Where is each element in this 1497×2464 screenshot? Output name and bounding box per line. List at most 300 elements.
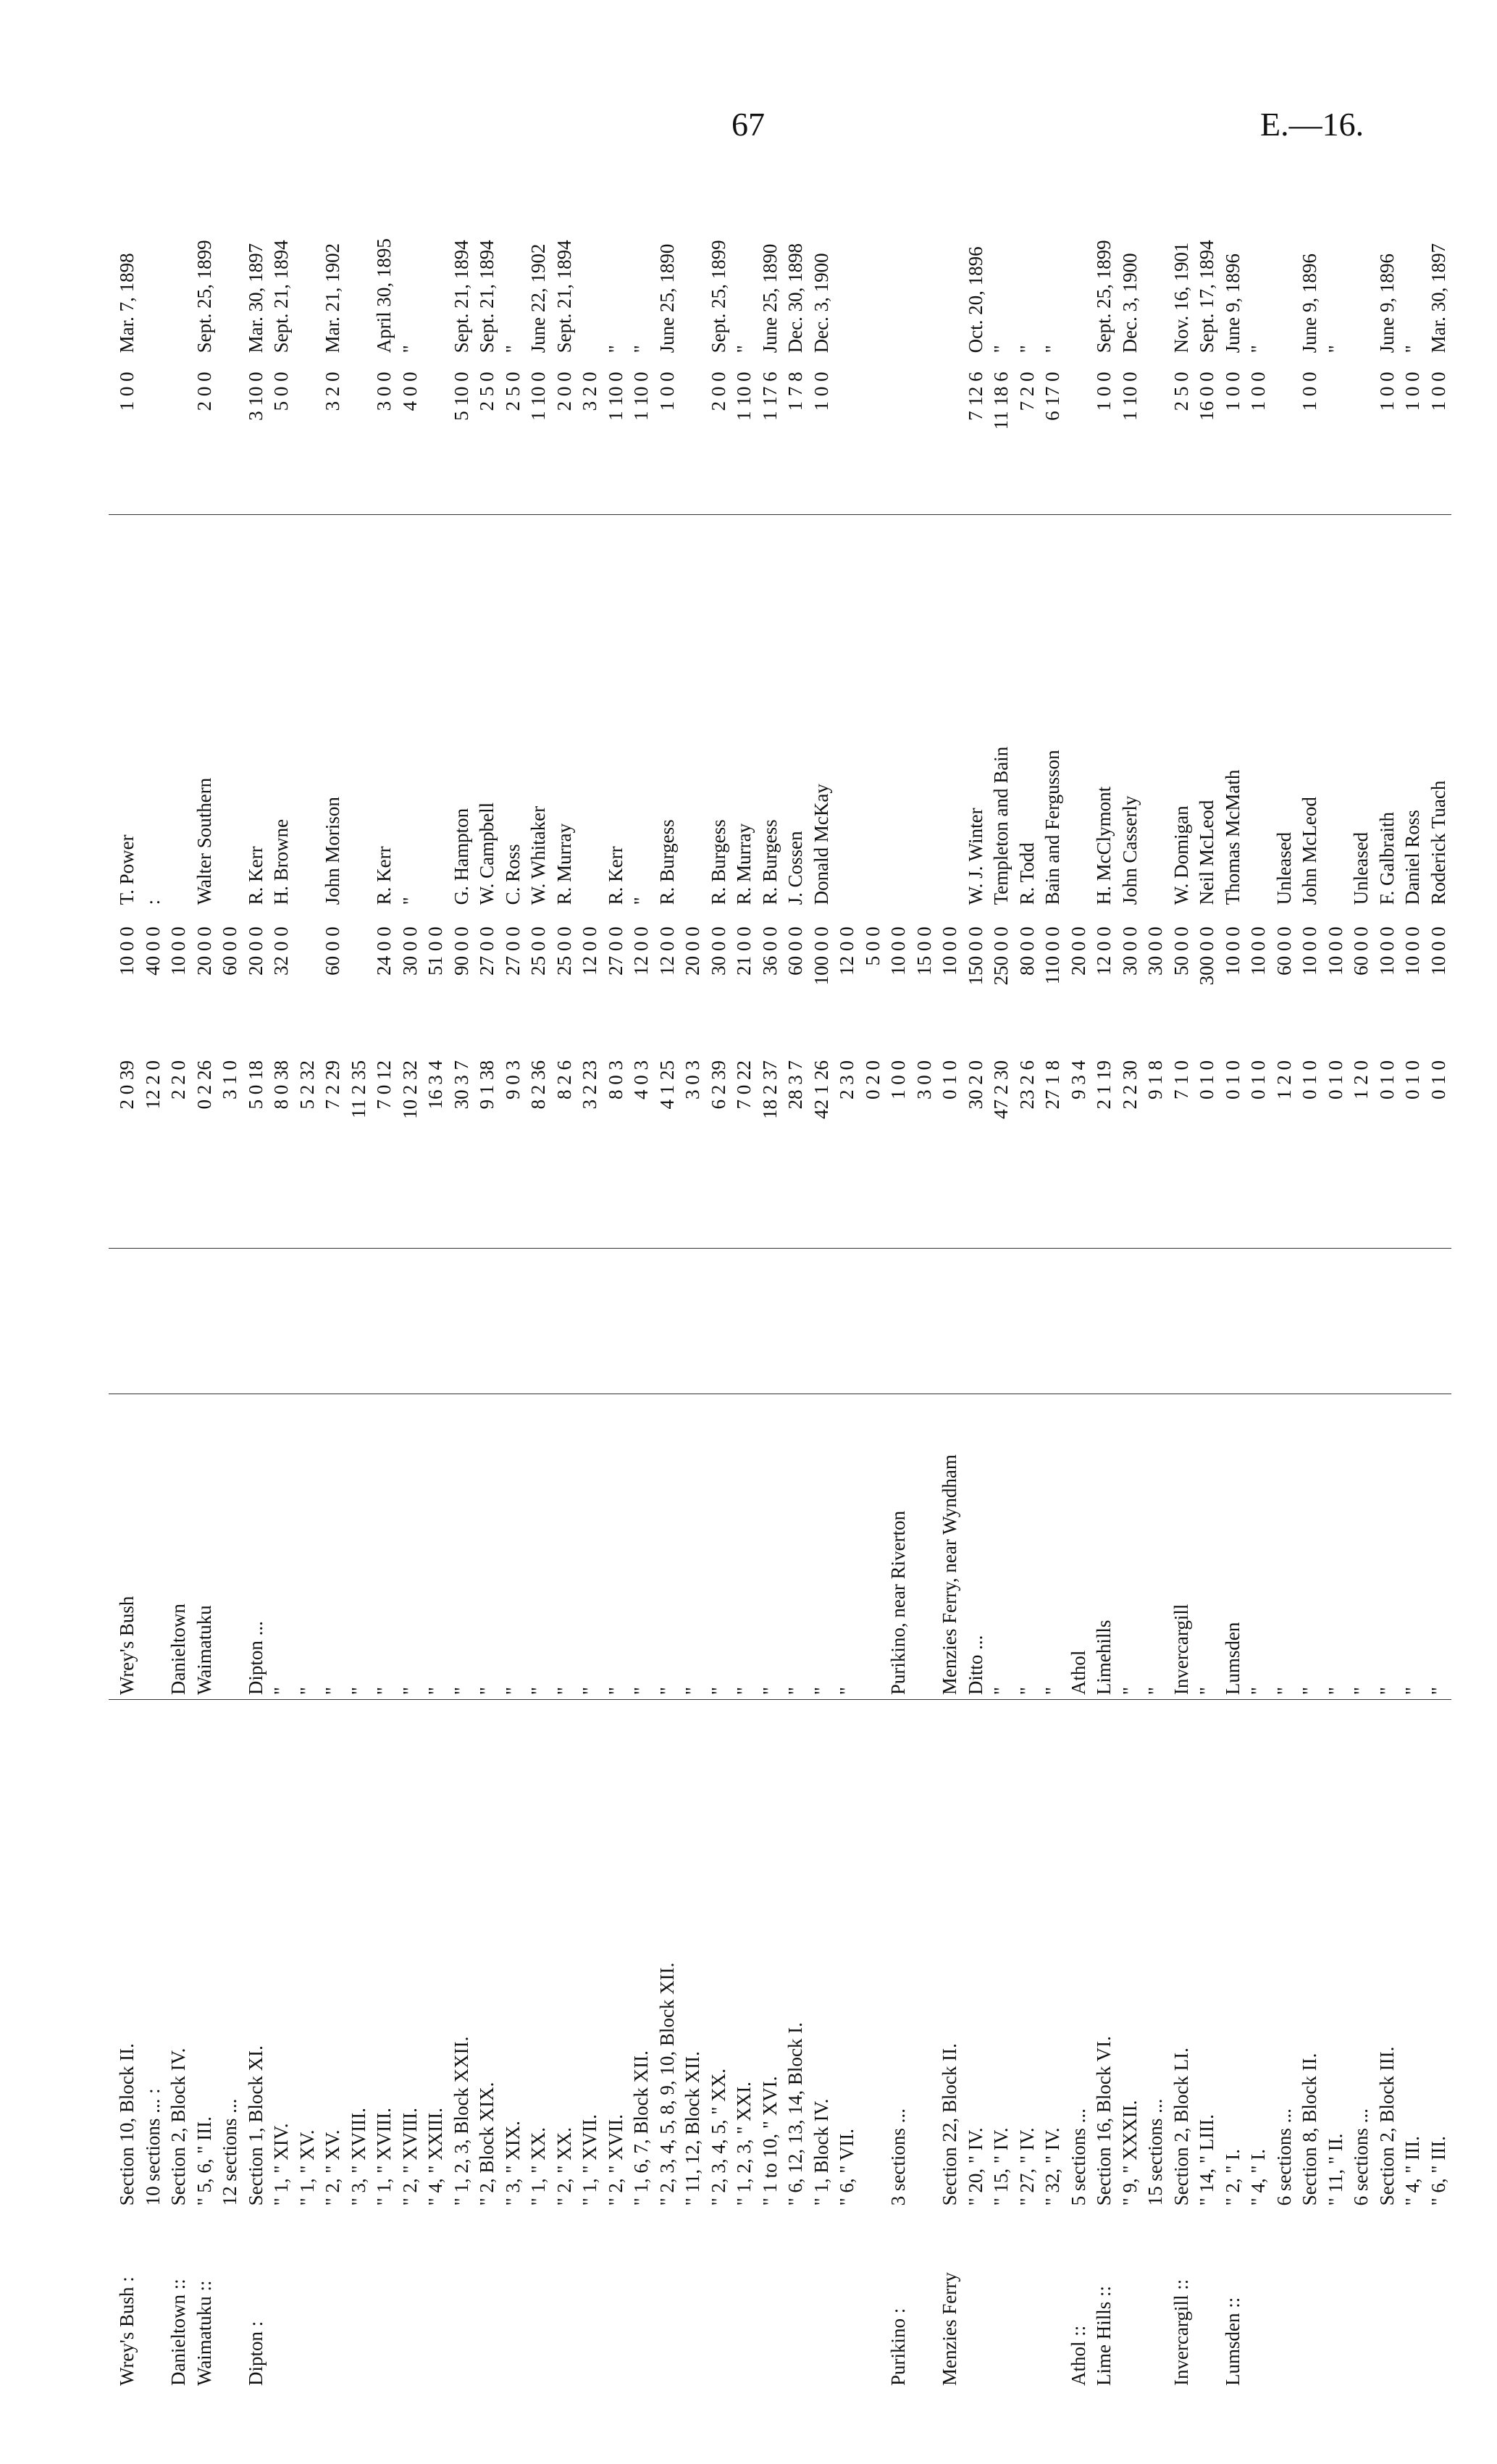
cell-district: Lime Hills ::	[1093, 2286, 1115, 2386]
cell-area: "	[449, 1394, 475, 1699]
cell-district: Invercargill ::	[1170, 2279, 1192, 2386]
cell-land: Section 8, Block II.	[1297, 1700, 1323, 2211]
cell-lessee	[1143, 515, 1169, 910]
cell-rental	[1349, 357, 1375, 514]
cell-land: " 20, " IV.	[963, 1700, 989, 2211]
cell-valuation	[141, 1249, 167, 1394]
cell-area: "	[1426, 1394, 1452, 1699]
table-row	[1375, 159, 1401, 2390]
cell-area: "	[295, 1394, 321, 1699]
cell-date: Sept. 21, 1894	[450, 240, 472, 353]
cell-land: " 2, 3, 4, 5, " XX.	[706, 1700, 732, 2211]
table-row	[1349, 159, 1375, 2390]
cell-rent: 10 0 0	[887, 926, 909, 976]
cell-rental: 1 0 0	[1375, 372, 1398, 411]
cell-land: " 1, 6, 7, Block XII.	[629, 1700, 655, 2211]
cell-rent: 10 0 0	[1375, 926, 1398, 976]
cell-value: 1 2 0	[1350, 1060, 1372, 1099]
cell-lessee: Templeton and Bain	[989, 515, 1015, 910]
cell-rent: 60 0 0	[322, 926, 343, 976]
cell-value: 2 3 0	[836, 1060, 857, 1099]
cell-rent: 10 0 0	[167, 926, 189, 976]
cell-district	[706, 2210, 732, 2390]
cell-date: Mar. 7, 1898	[116, 253, 138, 353]
cell-rent: 20 0 0	[244, 926, 267, 976]
cell-lessee	[423, 515, 449, 910]
cell-rent: 60 0 0	[1350, 926, 1372, 976]
cell-rent: 60 0 0	[219, 926, 240, 976]
cell-rent: 15 0 0	[913, 926, 935, 976]
cell-valuation	[1375, 1249, 1401, 1394]
table-row	[731, 159, 758, 2390]
cell-value: 28 3 7	[784, 1060, 806, 1110]
cell-land: " 5, 6, " III.	[192, 1700, 218, 2211]
cell-lessee: Unleased	[1272, 515, 1298, 910]
cell-valuation	[680, 1249, 706, 1394]
cell-land: " 11, 12, Block XII.	[680, 1700, 706, 2211]
cell-lessee: R. Murray	[552, 515, 578, 910]
cell-lessee: Daniel Ross	[1400, 515, 1426, 910]
cell-date	[834, 159, 860, 357]
cell-valuation	[1040, 1249, 1066, 1394]
cell-date: Dec. 3, 1900	[1118, 253, 1141, 353]
cell-date	[680, 159, 706, 357]
cell-value: 9 0 3	[501, 1060, 524, 1099]
cell-valuation	[758, 1249, 784, 1394]
cell-value: 0 1 0	[1427, 1060, 1449, 1099]
cell-rental: 1 10 0	[527, 372, 549, 421]
cell-land: Section 16, Block VI.	[1091, 1700, 1117, 2211]
cell-lessee	[217, 515, 243, 910]
cell-lessee: C. Ross	[500, 515, 527, 910]
cell-area: "	[1040, 1394, 1066, 1699]
cell-date	[886, 159, 912, 357]
cell-lessee: Thomas McMath	[1220, 515, 1246, 910]
cell-area: Dipton ...	[243, 1394, 269, 1699]
table-row	[1040, 159, 1066, 2390]
cell-lessee	[295, 515, 321, 910]
table-row	[295, 159, 321, 2390]
cell-lessee: John Morison	[320, 515, 346, 910]
cell-district	[989, 2210, 1015, 2390]
cell-value: 0 1 0	[1375, 1060, 1398, 1099]
cell-rent: 90 0 0	[450, 926, 472, 976]
cell-valuation	[603, 1249, 629, 1394]
table-row	[166, 159, 192, 2390]
cell-district	[346, 2210, 372, 2390]
cell-land: " 1, " XVIII.	[372, 1700, 398, 2211]
cell-area: "	[1246, 1394, 1272, 1699]
cell-area: Lumsden	[1220, 1394, 1246, 1699]
cell-date	[937, 159, 963, 357]
cell-date	[295, 159, 321, 357]
cell-rental	[1323, 357, 1349, 514]
cell-district	[474, 2210, 500, 2390]
cell-lessee	[912, 515, 938, 910]
cell-lessee: "	[629, 515, 655, 910]
cell-area: "	[577, 1394, 603, 1699]
table-row	[989, 159, 1015, 2390]
cell-area: "	[500, 1394, 527, 1699]
cell-rent: 32 0 0	[270, 926, 292, 976]
cell-lessee: Donald McKay	[809, 515, 835, 910]
cell-area: Purikino, near Riverton	[886, 1394, 912, 1699]
cell-lessee: R. Burgess	[655, 515, 681, 910]
cell-district	[449, 2210, 475, 2390]
cell-date: Oct. 20, 1896	[964, 246, 986, 353]
cell-value: 8 0 38	[270, 1060, 292, 1110]
cell-rental: 2 5 0	[1170, 372, 1192, 411]
cell-land: " 1, 2, 3, " XXI.	[731, 1700, 758, 2211]
cell-district	[731, 2210, 758, 2390]
cell-date: Dec. 30, 1898	[784, 243, 806, 353]
cell-rent: 300 0 0	[1196, 926, 1217, 986]
cell-land: " 6, 12, 13, 14, Block I.	[783, 1700, 809, 2211]
cell-district	[783, 2210, 809, 2390]
cell-lessee	[1066, 515, 1092, 910]
cell-area: Danieltown	[166, 1394, 192, 1699]
cell-rent: 12 0 0	[655, 926, 678, 976]
cell-land: " 6, " III.	[1426, 1700, 1452, 2211]
cell-rent: 30 0 0	[398, 926, 421, 976]
table-row	[577, 159, 603, 2390]
cell-valuation	[346, 1249, 372, 1394]
cell-lessee: Bain and Fergusson	[1040, 515, 1066, 910]
cell-rental: 3 2 0	[579, 372, 600, 411]
cell-value: 0 1 0	[1247, 1060, 1269, 1099]
cell-valuation	[526, 1249, 552, 1394]
cell-rental: 3 10 0	[244, 372, 267, 421]
cell-date	[346, 159, 372, 357]
cell-valuation	[1194, 1249, 1220, 1394]
cell-area: "	[1297, 1394, 1323, 1699]
table-row	[1400, 159, 1426, 2390]
cell-lessee: H. McClymont	[1091, 515, 1117, 910]
cell-valuation	[1169, 1249, 1195, 1394]
cell-district	[1246, 2210, 1272, 2390]
cell-valuation	[886, 1249, 912, 1394]
cell-rental: 2 5 0	[476, 372, 498, 411]
cell-valuation	[1066, 1249, 1092, 1394]
cell-rent: 10 0 0	[116, 926, 138, 976]
cell-value: 30 2 0	[964, 1060, 986, 1110]
table-row	[449, 159, 475, 2390]
cell-lessee: W. Campbell	[474, 515, 500, 910]
cell-district	[1015, 2210, 1041, 2390]
cell-value: 11 2 35	[347, 1060, 369, 1118]
cell-district	[372, 2210, 398, 2390]
cell-date: "	[1041, 345, 1063, 353]
table-row	[655, 159, 681, 2390]
cell-district	[655, 2210, 681, 2390]
cell-rent: 100 0 0	[810, 926, 832, 986]
cell-district	[526, 2210, 552, 2390]
cell-rental: 5 0 0	[270, 372, 292, 411]
cell-value: 9 3 4	[1067, 1060, 1089, 1099]
table-row	[1272, 159, 1298, 2390]
cell-value: 0 2 0	[861, 1060, 884, 1099]
cell-area: "	[989, 1394, 1015, 1699]
cell-district	[912, 2210, 938, 2390]
cell-value: 0 1 0	[1324, 1060, 1346, 1099]
cell-lessee	[680, 515, 706, 910]
cell-rent: 150 0 0	[964, 926, 986, 986]
cell-area: "	[629, 1394, 655, 1699]
cell-date: "	[1324, 345, 1346, 353]
cell-date	[1143, 159, 1169, 357]
cell-value: 4 1 25	[655, 1060, 678, 1110]
cell-land: " 9, " XXXII.	[1117, 1700, 1144, 2211]
cell-area	[141, 1394, 167, 1699]
cell-value: 16 3 4	[424, 1060, 446, 1110]
cell-rental	[346, 357, 372, 514]
cell-district	[1426, 2210, 1452, 2390]
cell-district	[577, 2210, 603, 2390]
cell-area: "	[1143, 1394, 1169, 1699]
cell-value: 8 2 36	[527, 1060, 549, 1110]
cell-land: " 1, " XV.	[295, 1700, 321, 2211]
cell-area: Athol	[1066, 1394, 1092, 1699]
cell-area: "	[269, 1394, 295, 1699]
cell-lessee	[1323, 515, 1349, 910]
table-row	[1297, 159, 1323, 2390]
cell-rental	[295, 357, 321, 514]
cell-land: " 2, " XVIII.	[398, 1700, 424, 2211]
cell-rent: 60 0 0	[784, 926, 806, 976]
cell-rental: 16 0 0	[1196, 372, 1217, 421]
cell-rent: 40 0 0	[141, 926, 164, 976]
cell-land	[912, 1700, 938, 2211]
cell-district	[1297, 2210, 1323, 2390]
cell-area: "	[809, 1394, 835, 1699]
cell-valuation	[1272, 1249, 1298, 1394]
cell-area: "	[603, 1394, 629, 1699]
cell-date: Sept. 25, 1899	[707, 240, 729, 353]
cell-rental: 7 2 0	[1015, 372, 1038, 411]
cell-district	[809, 2210, 835, 2390]
cell-value: 3 2 23	[579, 1060, 600, 1110]
cell-valuation	[1323, 1249, 1349, 1394]
cell-valuation	[860, 1249, 886, 1394]
table-row	[192, 159, 218, 2390]
cell-rent: 21 0 0	[733, 926, 755, 976]
cell-area: Menzies Ferry, near Wyndham	[937, 1394, 963, 1699]
table-row	[398, 159, 424, 2390]
cell-rent: 27 0 0	[604, 926, 626, 976]
cell-land: Section 2, Block LI.	[1169, 1700, 1195, 2211]
cell-rent	[295, 909, 321, 1043]
cell-rental: 1 0 0	[1093, 372, 1115, 411]
table-row	[1426, 159, 1452, 2390]
table-row	[500, 159, 527, 2390]
cell-area	[217, 1394, 243, 1699]
cell-lessee: W. Whitaker	[526, 515, 552, 910]
cell-date: June 25, 1890	[655, 243, 678, 353]
cell-valuation	[295, 1249, 321, 1394]
cell-valuation	[1349, 1249, 1375, 1394]
cell-rental: 2 0 0	[193, 372, 215, 411]
cell-valuation	[449, 1249, 475, 1394]
cell-land: Section 1, Block XI.	[243, 1700, 269, 2211]
cell-date: "	[733, 345, 755, 353]
cell-district	[217, 2210, 243, 2390]
cell-rent: 25 0 0	[553, 926, 575, 976]
table-row	[217, 159, 243, 2390]
cell-area: "	[423, 1394, 449, 1699]
cell-area: "	[1375, 1394, 1401, 1699]
table-row	[243, 159, 269, 2390]
cell-land: " 6, " VII.	[834, 1700, 860, 2211]
cell-rental: 1 10 0	[733, 372, 755, 421]
cell-district	[423, 2210, 449, 2390]
cell-district	[1040, 2210, 1066, 2390]
cell-rental: 1 0 0	[810, 372, 832, 411]
cell-date: "	[1015, 345, 1038, 353]
table-row	[1117, 159, 1144, 2390]
cell-land: " 1, Block IV.	[809, 1700, 835, 2211]
cell-area: "	[526, 1394, 552, 1699]
cell-rent: 60 0 0	[1272, 926, 1295, 976]
cell-rental: 2 0 0	[707, 372, 729, 411]
cell-valuation	[1426, 1249, 1452, 1394]
cell-rent: 24 0 0	[373, 926, 395, 976]
cell-value: 12 2 0	[141, 1060, 164, 1110]
cell-lessee: W. J. Winter	[963, 515, 989, 910]
cell-rental: 1 0 0	[116, 372, 138, 411]
table-row	[860, 159, 886, 2390]
cell-date: "	[501, 345, 524, 353]
cell-rental	[423, 357, 449, 514]
table-row	[269, 159, 295, 2390]
cell-rental: 1 17 6	[758, 372, 781, 421]
page-number: 67	[731, 106, 765, 143]
cell-rental: 3 2 0	[322, 372, 343, 411]
cell-rental: 1 0 0	[1299, 372, 1320, 411]
cell-valuation	[320, 1249, 346, 1394]
cell-date: "	[604, 345, 626, 353]
cell-value: 2 0 39	[116, 1060, 138, 1110]
cell-lessee: John McLeod	[1297, 515, 1323, 910]
cell-district: Lumsden ::	[1221, 2297, 1244, 2386]
cell-lessee: R. Murray	[731, 515, 758, 910]
cell-rent: 30 0 0	[1144, 926, 1166, 976]
cell-value: 23 2 6	[1015, 1060, 1038, 1110]
cell-district	[1323, 2210, 1349, 2390]
cell-rental: 1 0 0	[1427, 372, 1449, 411]
cell-district: Athol ::	[1067, 2325, 1089, 2386]
table-body	[109, 159, 1451, 2390]
cell-rental: 1 0 0	[1221, 372, 1244, 411]
table-row	[109, 159, 141, 2390]
cell-land: " 1, " XX.	[526, 1700, 552, 2211]
cell-rent: 12 0 0	[579, 926, 600, 976]
cell-value: 5 2 32	[295, 1060, 318, 1110]
cell-lessee: "	[398, 515, 424, 910]
cell-district	[269, 2210, 295, 2390]
cell-district	[963, 2210, 989, 2390]
cell-rent: 10 0 0	[1401, 926, 1423, 976]
cell-land: " 4, " XXIII.	[423, 1700, 449, 2211]
cell-valuation	[398, 1249, 424, 1394]
cell-lessee: R. Kerr	[372, 515, 398, 910]
cell-date: April 30, 1895	[373, 238, 395, 353]
cell-rental: 7 12 6	[964, 372, 986, 421]
cell-area: "	[758, 1394, 784, 1699]
cell-date	[860, 159, 886, 357]
cell-rent: 10 0 0	[1221, 926, 1244, 976]
cell-rental	[937, 357, 963, 514]
cell-area: Waimatuku	[192, 1394, 218, 1699]
table-row	[1066, 159, 1092, 2390]
cell-rental	[166, 357, 192, 514]
cell-rental	[141, 357, 167, 514]
table-row	[1169, 159, 1195, 2390]
cell-date	[1272, 159, 1298, 357]
cell-rental	[834, 357, 860, 514]
table-row	[346, 159, 372, 2390]
cell-valuation	[500, 1249, 527, 1394]
cell-land: " 1 to 10, " XVI.	[758, 1700, 784, 2211]
cell-valuation	[706, 1249, 732, 1394]
cell-rental	[680, 357, 706, 514]
cell-date: Dec. 3, 1900	[810, 253, 832, 353]
cell-value: 2 1 19	[1093, 1060, 1115, 1110]
cell-valuation	[474, 1249, 500, 1394]
cell-value: 4 0 3	[630, 1060, 652, 1099]
cell-lessee: R. Burgess	[706, 515, 732, 910]
cell-rental: 6 17 0	[1041, 372, 1063, 421]
cell-date: "	[1247, 345, 1269, 353]
cell-rental: 1 0 0	[1401, 372, 1423, 411]
cell-land: 10 sections ... :	[141, 1700, 167, 2211]
cell-date: Sept. 17, 1894	[1196, 240, 1217, 353]
cell-valuation	[1400, 1249, 1426, 1394]
cell-land: 6 sections ...	[1349, 1700, 1375, 2211]
cell-land: " 1, " XIV.	[269, 1700, 295, 2211]
cell-date: Sept. 21, 1894	[270, 240, 292, 353]
cell-rent: 20 0 0	[193, 926, 215, 976]
cell-date: Mar. 30, 1897	[1427, 243, 1449, 353]
cell-date	[912, 159, 938, 357]
cell-land: Section 10, Block II.	[109, 1700, 141, 2211]
cell-value: 1 2 0	[1272, 1060, 1295, 1099]
table-row	[783, 159, 809, 2390]
cell-date: Sept. 21, 1894	[476, 240, 498, 353]
cell-rental	[860, 357, 886, 514]
table-row	[423, 159, 449, 2390]
cell-district	[680, 2210, 706, 2390]
table-row	[1015, 159, 1041, 2390]
cell-value: 9 1 38	[476, 1060, 498, 1110]
cell-rent: 12 0 0	[1093, 926, 1115, 976]
cell-area: Wrey's Bush	[109, 1394, 141, 1699]
table-row	[912, 159, 938, 2390]
cell-date	[1349, 159, 1375, 357]
cell-value: 6 2 39	[707, 1060, 729, 1110]
cell-rent: 250 0 0	[990, 926, 1012, 986]
cell-rent: 12 0 0	[630, 926, 652, 976]
table-row	[758, 159, 784, 2390]
cell-valuation	[423, 1249, 449, 1394]
cell-value: 30 3 7	[450, 1060, 472, 1110]
cell-rental	[1143, 357, 1169, 514]
cell-area: "	[1117, 1394, 1144, 1699]
cell-area: "	[372, 1394, 398, 1699]
cell-value: 3 1 0	[219, 1060, 240, 1099]
cell-area: "	[783, 1394, 809, 1699]
cell-date: June 22, 1902	[527, 243, 549, 353]
cell-valuation	[963, 1249, 989, 1394]
